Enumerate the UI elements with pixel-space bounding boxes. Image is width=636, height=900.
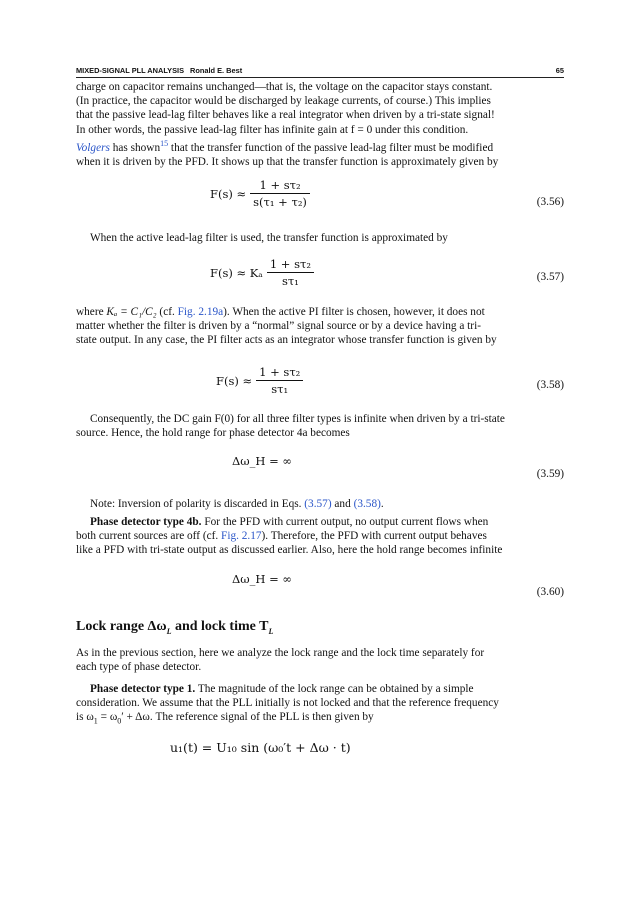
equation-lhs: F(s) ≈ [210,186,247,201]
text-line: Consequently, the DC gain F(0) for all three filter types is infinite when driven by a tri-state [90,413,505,425]
text-line: is $\omega_1 = \omega_0' + \Delta\omega$. The reference signal of the PLL is then given by [76,711,374,726]
equation-lhs: F(s) ≈ [216,373,253,388]
text-line: both current sources are off (cf. Fig. 2.17). Therefore, the PFD with current output behaves [76,530,487,543]
equation-number: (3.56) [536,196,564,208]
paragraph-6 [76,646,564,674]
fig-2-19a-link[interactable]: Fig. 2.19a [177,306,224,318]
eq-3-57-link[interactable]: (3.57) [304,498,332,510]
equation-body: Δω_H = ∞ [232,454,292,468]
text-line: Phase detector type 4b. For the PFD with current output, no output current flows when [90,516,489,528]
page-number: 65 [555,66,564,75]
eq-3-58-link[interactable]: (3.58) [353,498,381,510]
text-line: As in the previous section, here we analyze the lock range and the lock time separately for [76,647,485,659]
equation-denominator: sτ₁ [271,382,289,396]
equation-reference-signal [76,738,564,778]
text-line: Volgers has shown$^{15}$ that the transfer function of the passive lead-lag filter must be modified [76,138,494,154]
equation-3-57 [76,257,564,297]
equation-number: (3.59) [536,468,564,480]
equation-number: (3.57) [536,271,564,283]
equation-number: (3.60) [536,586,564,598]
equation-denominator: sτ₁ [281,274,299,288]
text-line: like a PFD with tri-state output as discussed earlier. Also, here the hold range becomes infinite [76,544,503,557]
text-line: where Kₐ = C₁/C₂ (cf. Fig. 2.19a). When the active PI filter is chosen, however, it does not [76,306,485,318]
paragraph-7 [76,682,564,729]
equation-numerator: 1 + sτ₂ [256,365,303,381]
equation-denominator: s(τ₁ + τ₂) [253,195,307,209]
paragraph-2: When the active lead-lag filter is used, the transfer function is approximated by [90,232,448,244]
paragraph-3 [76,305,564,348]
equation-3-59 [76,452,564,492]
footnote-link[interactable]: 15 [160,138,169,148]
text-line: matter whether the filter is driven by a “normal” signal source or by a device having a tri- [76,320,481,333]
text-line: charge on capacitor remains unchanged—that is, the voltage on the capacitor stays constant. [76,81,493,93]
running-title: MIXED-SIGNAL PLL ANALYSIS [76,66,184,75]
equation-3-56 [76,178,564,218]
fig-2-17-link[interactable]: Fig. 2.17 [221,530,262,543]
paragraph-5 [76,515,564,558]
text-line: In other words, the passive lead-lag filter has infinite gain at f = 0 under this condition. [76,123,469,136]
equation-3-60 [76,570,564,610]
text-line: (In practice, the capacitor would be discharged by leakage currents, of course.) This implies [76,95,491,108]
running-header [76,64,564,78]
text-line: state output. In any case, the PI filter acts as an integrator whose transfer function is given by [76,334,497,347]
text-line: that the passive lead-lag filter behaves like a real integrator when driven by a tri-state signal! [76,109,495,122]
text-line: source. Hence, the hold range for phase detector 4a becomes [76,427,350,440]
equation-numerator: 1 + sτ₂ [267,257,314,273]
paragraph-1 [76,80,564,169]
volgers-link[interactable]: Volgers [76,141,110,154]
text-line: consideration. We assume that the PLL initially is not locked and that the reference frequency [76,697,499,710]
author-name: Ronald E. Best [190,66,243,75]
section-heading: Lock range $\Delta\omega_L$ and lock time $T_L$ [76,619,274,636]
equation-lhs: F(s) ≈ Kₐ [210,265,263,280]
equation-body: u₁(t) = U₁₀ sin (ω₀′t + Δω · t) [170,740,351,755]
equation-body: Δω_H = ∞ [232,572,292,586]
equation-number: (3.58) [536,379,564,391]
equation-3-58 [76,365,564,405]
equation-numerator: 1 + sτ₂ [250,178,310,194]
note-paragraph: Note: Inversion of polarity is discarded in Eqs. (3.57) and (3.58). [90,498,384,510]
text-line: each type of phase detector. [76,661,202,674]
text-line: Phase detector type 1. The magnitude of the lock range can be obtained by a simple [90,683,474,695]
paragraph-4 [76,412,564,440]
text-line: when it is driven by the PFD. It shows up that the transfer function is approximately given by [76,155,499,168]
